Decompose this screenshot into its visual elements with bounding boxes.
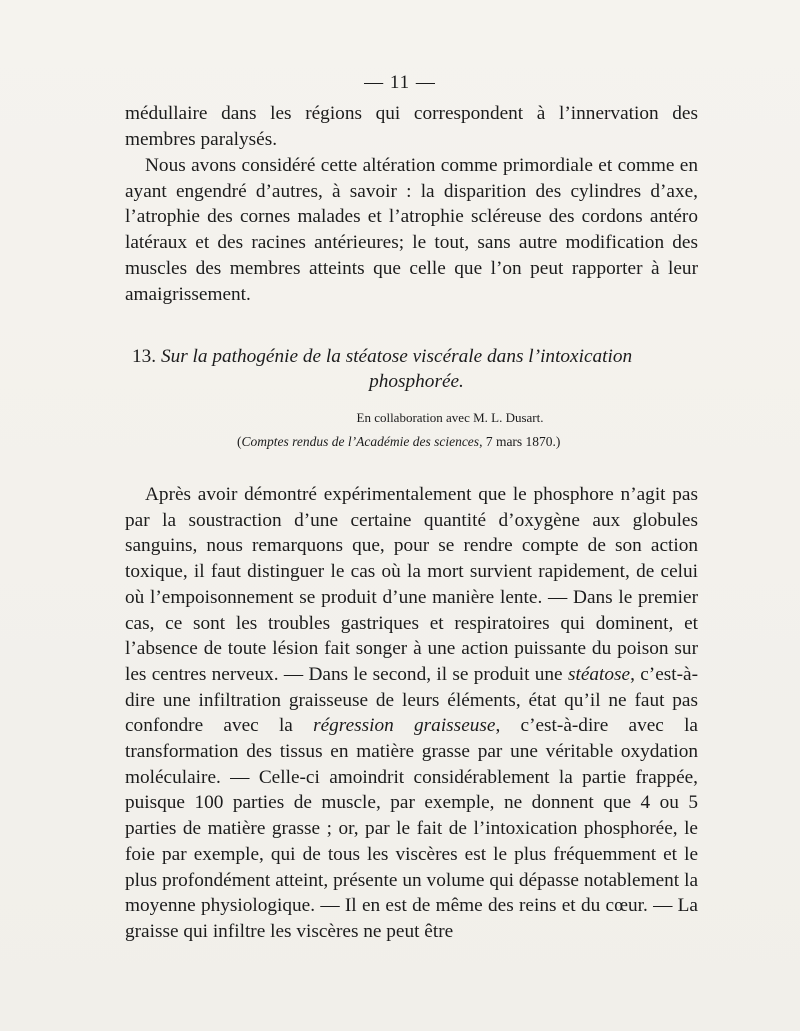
text-segment: , c’est-à-dire avec la transformation des tissus en matière grasse par une véritable oxydation moléculaire. — Celle-ci amoindrit considérablement la partie frappée, puisque 100 parties de muscle, par exemple, ne donnent que 4 ou 5 parties de matière grasse ; or, par le fait de l’intoxication phosphorée, le foie par exemple, qui de tous les viscères est le plus fréquemment et le plus profondément atteint, présente un volume qui dépasse notablement la moyenne physiologique. — Il en est de même des reins et du cœur. — La graisse qui infiltre les viscères ne peut être: [125, 715, 698, 942]
section-title-line1: [125, 344, 698, 369]
paragraph-text: [125, 482, 698, 945]
source-open: (: [237, 434, 242, 449]
text-segment: , c’est-à-dire une infiltration graisseuse de leurs éléments, état qu’il ne faut pas confondre avec la: [125, 663, 699, 737]
emphasis-term: stéatose: [567, 663, 631, 685]
paragraph-text: Nous avons considéré cette altération comme primordiale et comme en ayant engendré d’autres, à savoir : la disparition des cylindres d’axe, l’atrophie des cornes malades et l’atrophie scléreuse des cordons antéro latéraux et des racines antérieures; le tout, sans autre modification des muscles des membres atteints que celle que l’on peut rapporter à leur amaigrissement.: [125, 155, 698, 305]
collaboration-note: En collaboration avec M. L. Dusart.: [356, 410, 544, 425]
section-heading: [125, 344, 698, 394]
text-segment: Après avoir démontré expérimentalement que le phosphore n’agit pas par la soustraction d’une certaine quantité d’oxygène aux globules sanguins, nous remarquons que, pour se rendre compte de son action toxique, il faut distinguer le cas où la mort survient rapidement, de celui où l’empoisonnement se produit d’une manière lente. — Dans le premier cas, ce sont les troubles gastriques et respiratoires qui dominent, et l’absence de toute lésion fait songer à une action puissante du poison sur les centres nerveux. — Dans le second, il se produit une: [125, 484, 698, 685]
section-number: 13.: [132, 346, 157, 367]
section-title-text: Sur la pathogénie de la stéatose viscérale dans l’intoxication: [160, 346, 633, 367]
paragraph-text: médullaire dans les régions qui correspondent à l’innervation des membres paralysés.: [125, 103, 698, 150]
source-date: , 7 mars 1870.): [479, 434, 561, 449]
paragraph-main: [125, 482, 698, 945]
page-number: — 11 —: [364, 72, 436, 93]
section-title-line2: phosphorée.: [369, 371, 464, 392]
source-citation: [237, 434, 560, 450]
emphasis-term: régression graisseuse: [313, 715, 496, 737]
source-journal: Comptes rendus de l’Académie des sciences: [241, 434, 480, 449]
paragraph-continuation: [125, 101, 698, 152]
paragraph-conclusion: [125, 153, 698, 307]
